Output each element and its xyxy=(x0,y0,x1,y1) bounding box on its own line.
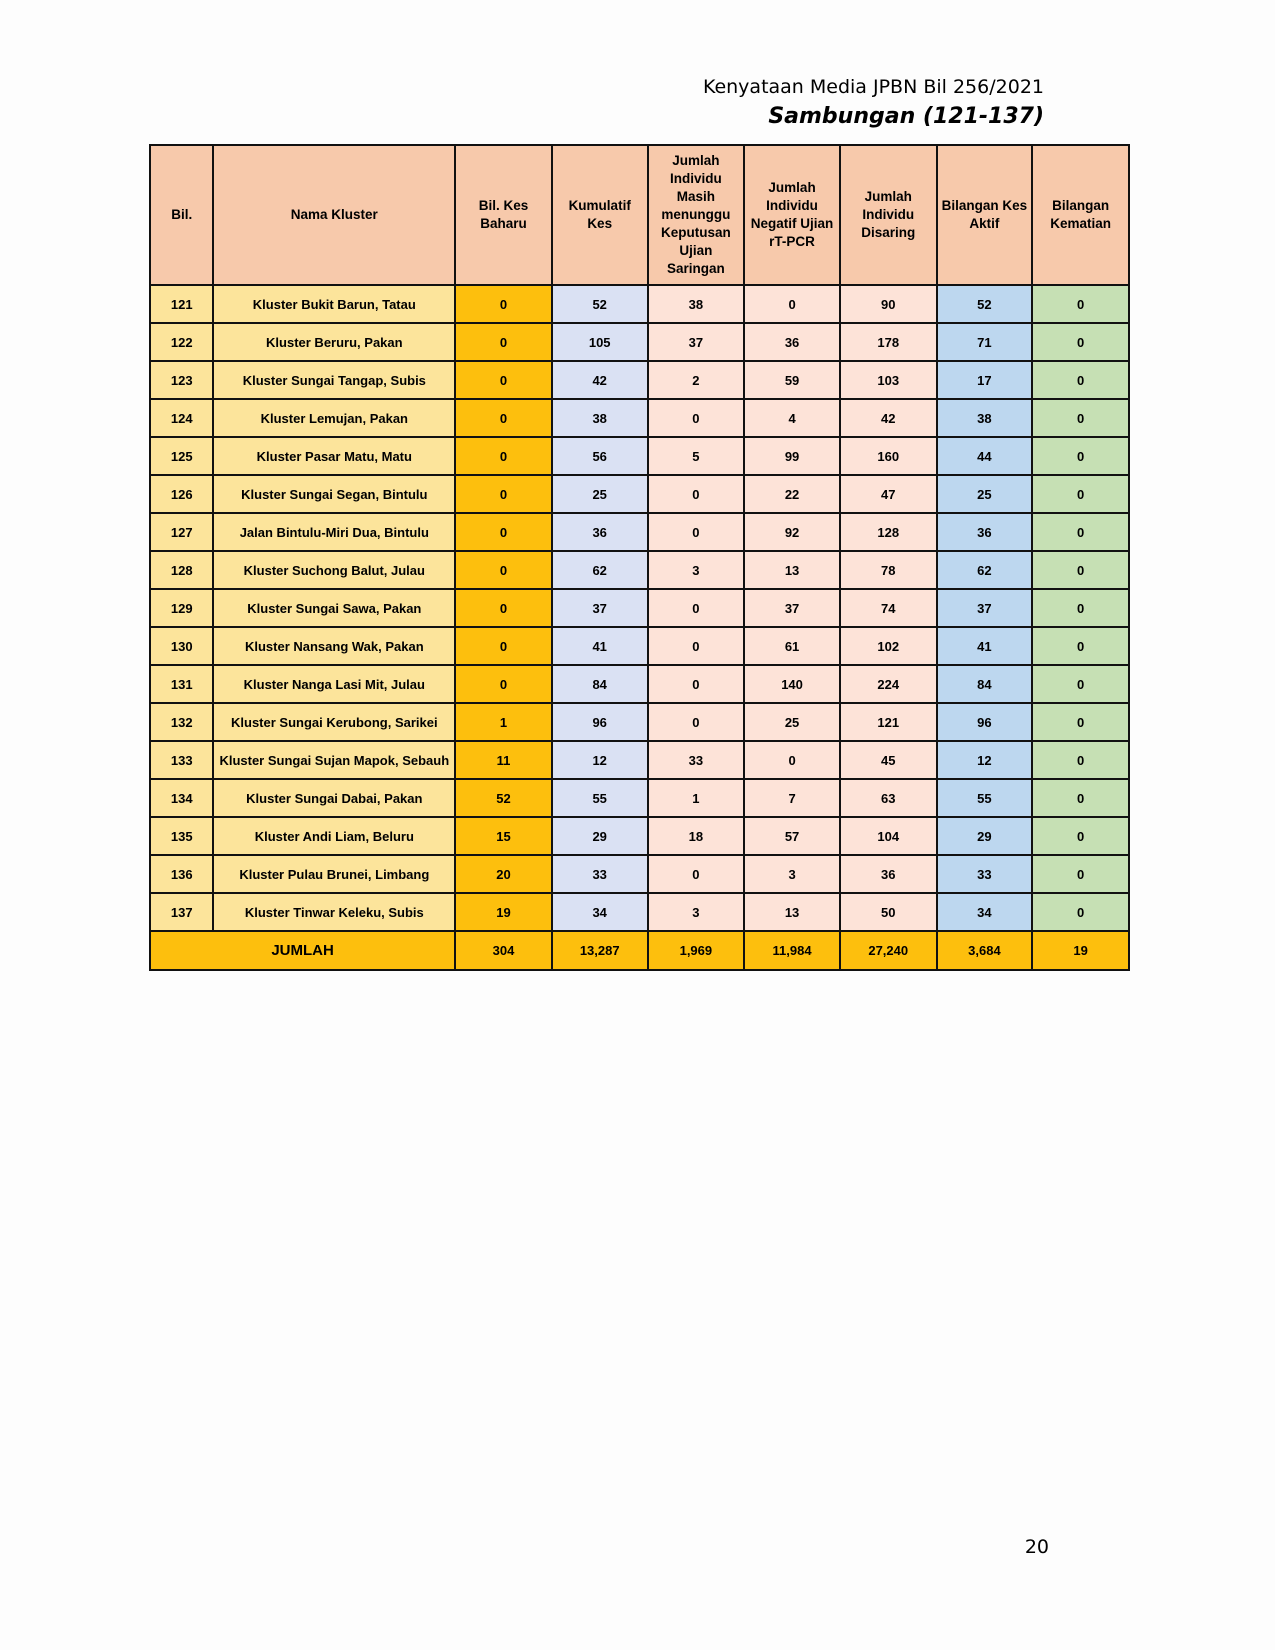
table-cell: 0 xyxy=(1032,817,1129,855)
page-number: 20 xyxy=(1024,1536,1049,1558)
table-cell: 0 xyxy=(648,627,745,665)
total-cell: 27,240 xyxy=(840,931,937,970)
table-cell: 50 xyxy=(840,893,937,931)
table-header-row xyxy=(150,145,1129,285)
table-cell: 0 xyxy=(1032,779,1129,817)
cluster-name-cell: Kluster Sungai Kerubong, Sarikei xyxy=(213,703,455,741)
document-reference: Kenyataan Media JPBN Bil 256/2021 xyxy=(702,76,1044,98)
table-cell: 3 xyxy=(744,855,840,893)
table-row xyxy=(150,551,1129,589)
table-cell: 38 xyxy=(648,285,745,323)
table-cell: 0 xyxy=(744,741,840,779)
table-row xyxy=(150,893,1129,931)
table-cell: 20 xyxy=(455,855,552,893)
table-cell: 0 xyxy=(1032,703,1129,741)
table-cell: 52 xyxy=(937,285,1033,323)
table-cell: 33 xyxy=(937,855,1033,893)
table-cell: 12 xyxy=(937,741,1033,779)
table-cell: 37 xyxy=(744,589,840,627)
total-cell: 1,969 xyxy=(648,931,745,970)
column-header: Bilangan Kematian xyxy=(1032,145,1129,285)
table-cell: 59 xyxy=(744,361,840,399)
cluster-name-cell: Kluster Andi Liam, Beluru xyxy=(213,817,455,855)
table-cell: 0 xyxy=(1032,437,1129,475)
cluster-name-cell: Kluster Nanga Lasi Mit, Julau xyxy=(213,665,455,703)
column-header: Bilangan Kes Aktif xyxy=(937,145,1033,285)
table-cell: 136 xyxy=(150,855,213,893)
table-cell: 92 xyxy=(744,513,840,551)
cluster-name-cell: Kluster Lemujan, Pakan xyxy=(213,399,455,437)
table-cell: 131 xyxy=(150,665,213,703)
table-cell: 52 xyxy=(552,285,648,323)
table-cell: 0 xyxy=(455,437,552,475)
table-cell: 96 xyxy=(937,703,1033,741)
table-cell: 41 xyxy=(552,627,648,665)
table-cell: 126 xyxy=(150,475,213,513)
column-header: Nama Kluster xyxy=(213,145,455,285)
column-header: Jumlah Individu Disaring xyxy=(840,145,937,285)
table-cell: 102 xyxy=(840,627,937,665)
table-body xyxy=(150,285,1129,931)
table-cell: 0 xyxy=(455,665,552,703)
table-cell: 0 xyxy=(1032,665,1129,703)
cluster-name-cell: Kluster Sungai Sawa, Pakan xyxy=(213,589,455,627)
table-row xyxy=(150,323,1129,361)
table-cell: 130 xyxy=(150,627,213,665)
table-cell: 62 xyxy=(937,551,1033,589)
table-cell: 0 xyxy=(1032,589,1129,627)
table-cell: 34 xyxy=(552,893,648,931)
table-cell: 0 xyxy=(1032,361,1129,399)
table-cell: 0 xyxy=(648,513,745,551)
table-cell: 36 xyxy=(744,323,840,361)
table-row xyxy=(150,779,1129,817)
table-cell: 61 xyxy=(744,627,840,665)
total-cell: 304 xyxy=(455,931,552,970)
table-cell: 84 xyxy=(552,665,648,703)
table-row xyxy=(150,741,1129,779)
table-row xyxy=(150,399,1129,437)
table-row xyxy=(150,817,1129,855)
table-cell: 22 xyxy=(744,475,840,513)
table-cell: 0 xyxy=(648,665,745,703)
table-cell: 36 xyxy=(552,513,648,551)
table-cell: 38 xyxy=(937,399,1033,437)
table-cell: 19 xyxy=(455,893,552,931)
table-cell: 3 xyxy=(648,893,745,931)
table-cell: 121 xyxy=(840,703,937,741)
table-cell: 12 xyxy=(552,741,648,779)
table-cell: 44 xyxy=(937,437,1033,475)
table-cell: 0 xyxy=(1032,551,1129,589)
table-cell: 25 xyxy=(744,703,840,741)
table-cell: 74 xyxy=(840,589,937,627)
table-cell: 55 xyxy=(937,779,1033,817)
table-row xyxy=(150,513,1129,551)
table-cell: 62 xyxy=(552,551,648,589)
table-cell: 128 xyxy=(150,551,213,589)
table-cell: 47 xyxy=(840,475,937,513)
table-row xyxy=(150,475,1129,513)
table-cell: 99 xyxy=(744,437,840,475)
table-cell: 90 xyxy=(840,285,937,323)
table-cell: 125 xyxy=(150,437,213,475)
table-cell: 133 xyxy=(150,741,213,779)
cluster-name-cell: Kluster Nansang Wak, Pakan xyxy=(213,627,455,665)
table-cell: 0 xyxy=(455,323,552,361)
table-row xyxy=(150,665,1129,703)
table-cell: 0 xyxy=(455,285,552,323)
table-cell: 0 xyxy=(455,589,552,627)
table-cell: 4 xyxy=(744,399,840,437)
table-cell: 0 xyxy=(648,855,745,893)
table-cell: 96 xyxy=(552,703,648,741)
table-cell: 45 xyxy=(840,741,937,779)
column-header: Bil. xyxy=(150,145,213,285)
table-cell: 37 xyxy=(648,323,745,361)
table-cell: 127 xyxy=(150,513,213,551)
column-header: Jumlah Individu Masih menunggu Keputusan Ujian Saringan xyxy=(648,145,745,285)
table-cell: 34 xyxy=(937,893,1033,931)
table-cell: 122 xyxy=(150,323,213,361)
table-cell: 71 xyxy=(937,323,1033,361)
table-cell: 137 xyxy=(150,893,213,931)
table-row xyxy=(150,703,1129,741)
total-cell: 13,287 xyxy=(552,931,648,970)
column-header: Bil. Kes Baharu xyxy=(455,145,552,285)
cluster-name-cell: Kluster Sungai Segan, Bintulu xyxy=(213,475,455,513)
table-cell: 13 xyxy=(744,893,840,931)
table-cell: 33 xyxy=(648,741,745,779)
table-cell: 2 xyxy=(648,361,745,399)
table-cell: 140 xyxy=(744,665,840,703)
table-row xyxy=(150,589,1129,627)
table-cell: 5 xyxy=(648,437,745,475)
table-cell: 0 xyxy=(455,513,552,551)
cluster-name-cell: Kluster Bukit Barun, Tatau xyxy=(213,285,455,323)
table-cell: 0 xyxy=(455,551,552,589)
table-cell: 0 xyxy=(1032,399,1129,437)
table-cell: 0 xyxy=(1032,475,1129,513)
table-cell: 25 xyxy=(937,475,1033,513)
column-header: Jumlah Individu Negatif Ujian rT-PCR xyxy=(744,145,840,285)
cluster-name-cell: Jalan Bintulu-Miri Dua, Bintulu xyxy=(213,513,455,551)
table-cell: 0 xyxy=(648,475,745,513)
table-cell: 1 xyxy=(648,779,745,817)
table-cell: 38 xyxy=(552,399,648,437)
section-subtitle: Sambungan (121-137) xyxy=(768,104,1044,129)
table-cell: 0 xyxy=(455,627,552,665)
total-cell: 3,684 xyxy=(937,931,1033,970)
total-cell: 11,984 xyxy=(744,931,840,970)
table-cell: 56 xyxy=(552,437,648,475)
table-cell: 52 xyxy=(455,779,552,817)
table-cell: 0 xyxy=(1032,323,1129,361)
cluster-name-cell: Kluster Pulau Brunei, Limbang xyxy=(213,855,455,893)
cluster-name-cell: Kluster Sungai Tangap, Subis xyxy=(213,361,455,399)
table-cell: 11 xyxy=(455,741,552,779)
table-cell: 36 xyxy=(840,855,937,893)
table-cell: 0 xyxy=(648,703,745,741)
table-cell: 129 xyxy=(150,589,213,627)
total-cell: 19 xyxy=(1032,931,1129,970)
table-cell: 29 xyxy=(937,817,1033,855)
table-row xyxy=(150,437,1129,475)
table-cell: 0 xyxy=(1032,741,1129,779)
column-header: Kumulatif Kes xyxy=(552,145,648,285)
table-cell: 104 xyxy=(840,817,937,855)
table-cell: 224 xyxy=(840,665,937,703)
cluster-name-cell: Kluster Sungai Dabai, Pakan xyxy=(213,779,455,817)
table-cell: 124 xyxy=(150,399,213,437)
table-cell: 37 xyxy=(937,589,1033,627)
table-cell: 123 xyxy=(150,361,213,399)
table-cell: 0 xyxy=(1032,855,1129,893)
cluster-name-cell: Kluster Tinwar Keleku, Subis xyxy=(213,893,455,931)
table-cell: 42 xyxy=(552,361,648,399)
table-cell: 0 xyxy=(744,285,840,323)
table-cell: 0 xyxy=(648,399,745,437)
table-row xyxy=(150,361,1129,399)
table-cell: 0 xyxy=(1032,285,1129,323)
table-cell: 84 xyxy=(937,665,1033,703)
table-cell: 0 xyxy=(455,361,552,399)
table-cell: 33 xyxy=(552,855,648,893)
table-cell: 29 xyxy=(552,817,648,855)
table-cell: 135 xyxy=(150,817,213,855)
table-cell: 57 xyxy=(744,817,840,855)
table-cell: 160 xyxy=(840,437,937,475)
cluster-name-cell: Kluster Pasar Matu, Matu xyxy=(213,437,455,475)
table-cell: 13 xyxy=(744,551,840,589)
table-cell: 0 xyxy=(1032,627,1129,665)
table-cell: 178 xyxy=(840,323,937,361)
cluster-name-cell: Kluster Suchong Balut, Julau xyxy=(213,551,455,589)
table-cell: 42 xyxy=(840,399,937,437)
table-cell: 37 xyxy=(552,589,648,627)
table-cell: 128 xyxy=(840,513,937,551)
table-cell: 1 xyxy=(455,703,552,741)
table-cell: 41 xyxy=(937,627,1033,665)
table-cell: 0 xyxy=(1032,893,1129,931)
table-cell: 7 xyxy=(744,779,840,817)
table-row xyxy=(150,285,1129,323)
table-cell: 0 xyxy=(1032,513,1129,551)
table-cell: 0 xyxy=(455,399,552,437)
table-cell: 63 xyxy=(840,779,937,817)
table-cell: 121 xyxy=(150,285,213,323)
table-cell: 78 xyxy=(840,551,937,589)
total-label: JUMLAH xyxy=(150,931,455,970)
table-cell: 3 xyxy=(648,551,745,589)
cluster-name-cell: Kluster Beruru, Pakan xyxy=(213,323,455,361)
table-row xyxy=(150,627,1129,665)
table-cell: 0 xyxy=(455,475,552,513)
table-cell: 15 xyxy=(455,817,552,855)
table-cell: 134 xyxy=(150,779,213,817)
table-cell: 0 xyxy=(648,589,745,627)
table-cell: 105 xyxy=(552,323,648,361)
table-cell: 18 xyxy=(648,817,745,855)
table-cell: 55 xyxy=(552,779,648,817)
table-row xyxy=(150,855,1129,893)
cluster-name-cell: Kluster Sungai Sujan Mapok, Sebauh xyxy=(213,741,455,779)
total-row xyxy=(150,931,1129,970)
table-cell: 36 xyxy=(937,513,1033,551)
table-cell: 25 xyxy=(552,475,648,513)
table-cell: 132 xyxy=(150,703,213,741)
table-cell: 17 xyxy=(937,361,1033,399)
table-cell: 103 xyxy=(840,361,937,399)
cluster-table xyxy=(149,144,1130,971)
